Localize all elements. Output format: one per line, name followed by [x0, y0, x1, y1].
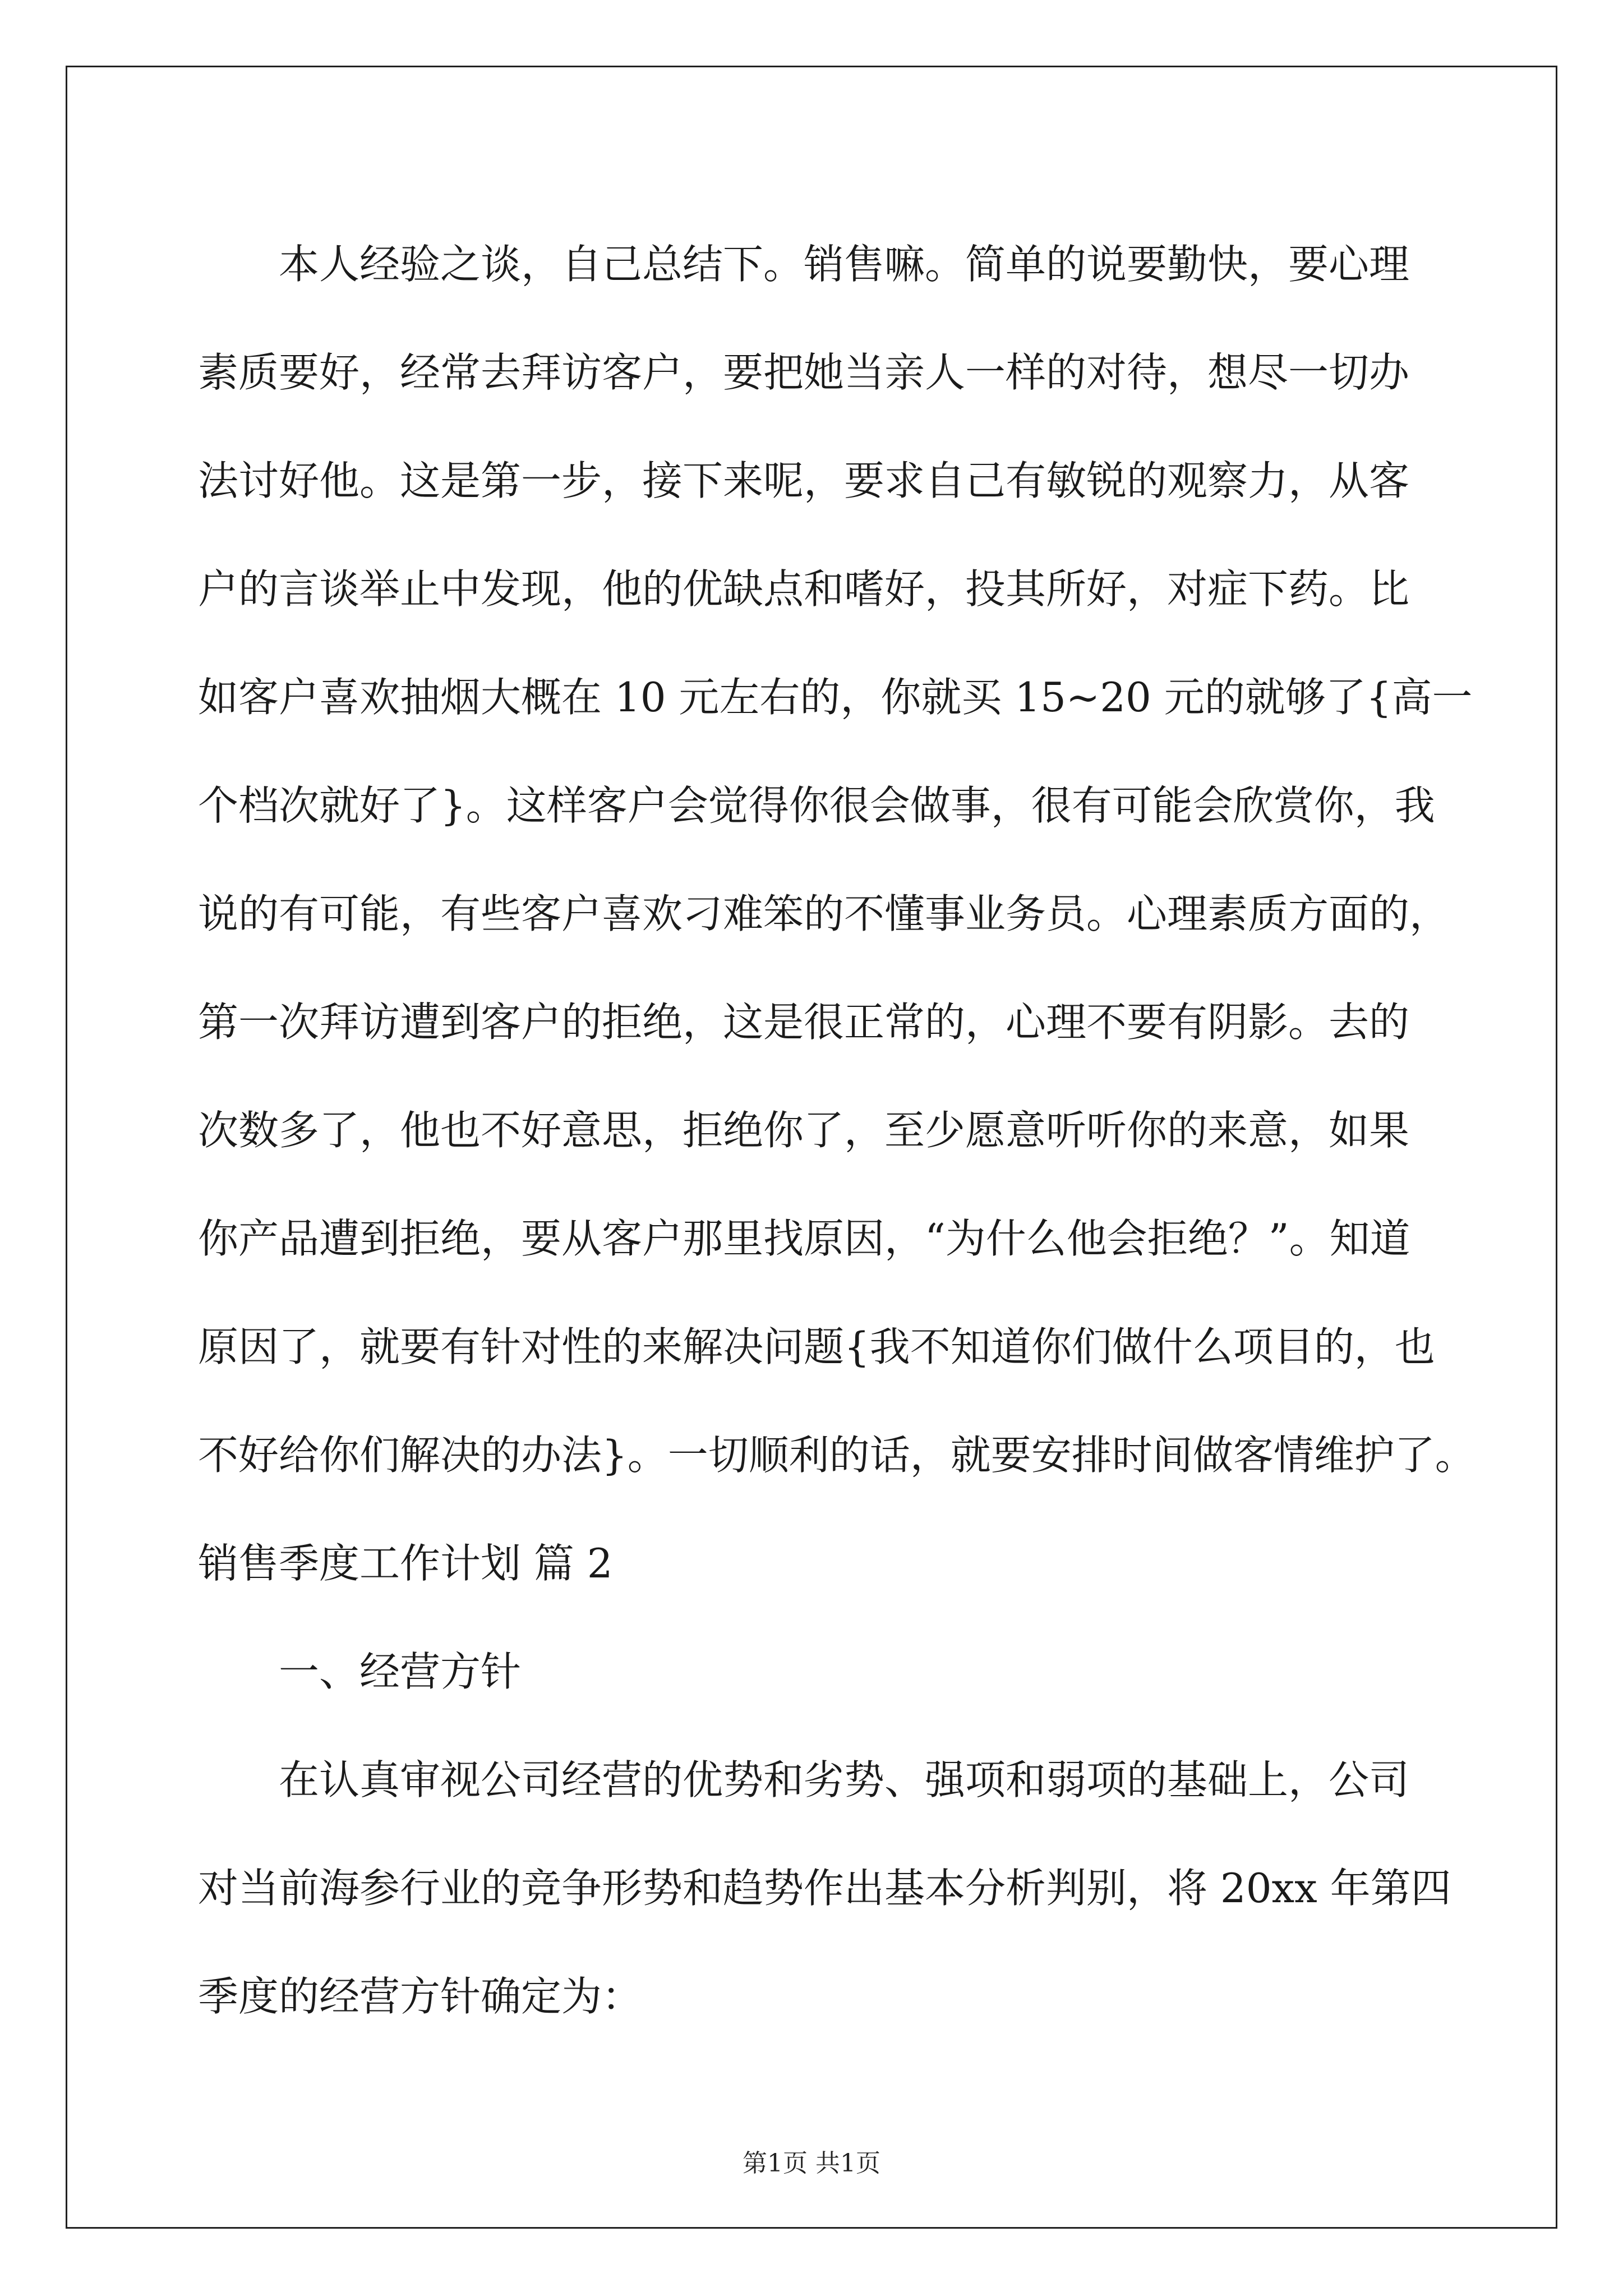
paragraph-1-line-8: 第一次拜访遭到客户的拒绝，这是很正常的，心理不要有阴影。去的	[198, 999, 1410, 1046]
paragraph-1-line-1: 本人经验之谈，自己总结下。销售嘛。简单的说要勤快，要心理	[279, 241, 1410, 288]
paragraph-1-line-3: 法讨好他。这是第一步，接下来呢，要求自己有敏锐的观察力，从客	[198, 457, 1410, 504]
paragraph-1-line-9: 次数多了，他也不好意思，拒绝你了，至少愿意听听你的来意，如果	[198, 1107, 1410, 1154]
subsection-heading: 一、经营方针	[279, 1648, 522, 1695]
paragraph-1-line-4: 户的言谈举止中发现，他的优缺点和嗜好，投其所好，对症下药。比	[198, 565, 1410, 613]
paragraph-2-line-1: 在认真审视公司经营的优势和劣势、强项和弱项的基础上，公司	[279, 1756, 1410, 1803]
paragraph-2-line-3: 季度的经营方针确定为：	[198, 1973, 643, 2020]
paragraph-1-line-10: 你产品遭到拒绝，要从客户那里找原因，“为什么他会拒绝？”。知道	[198, 1215, 1410, 1262]
paragraph-1-line-5: 如客户喜欢抽烟大概在 10 元左右的，你就买 15~20 元的就够了{高一	[198, 674, 1473, 721]
page-footer: 第1页 共1页	[743, 2149, 880, 2178]
section-heading: 销售季度工作计划 篇 2	[198, 1540, 613, 1587]
document-body	[198, 210, 1476, 2051]
paragraph-1-line-6: 个档次就好了}。这样客户会觉得你很会做事，很有可能会欣赏你，我	[198, 782, 1435, 829]
paragraph-2-line-2: 对当前海参行业的竞争形势和趋势作出基本分析判别，将 20xx 年第四	[198, 1865, 1451, 1912]
paragraph-1-line-12: 不好给你们解决的办法}。一切顺利的话，就要安排时间做客情维护了。	[198, 1432, 1476, 1479]
paragraph-1-line-7: 说的有可能，有些客户喜欢刁难笨的不懂事业务员。心理素质方面的，	[198, 890, 1450, 937]
paragraph-1-line-2: 素质要好，经常去拜访客户，要把她当亲人一样的对待，想尽一切办	[198, 349, 1410, 396]
paragraph-1-line-11: 原因了，就要有针对性的来解决问题{我不知道你们做什么项目的，也	[198, 1323, 1435, 1370]
